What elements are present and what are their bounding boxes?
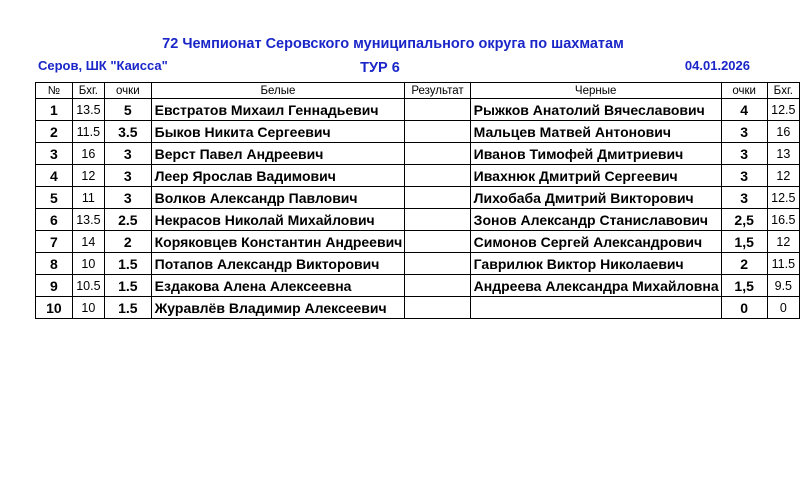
table-row <box>36 253 800 275</box>
white-buchholz: 11.5 <box>72 121 104 143</box>
black-player-name: Мальцев Матвей Антонович <box>470 121 721 143</box>
white-player-name: Верст Павел Андреевич <box>151 143 405 165</box>
white-buchholz: 16 <box>72 143 104 165</box>
white-buchholz: 13.5 <box>72 209 104 231</box>
white-player-name: Волков Александр Павлович <box>151 187 405 209</box>
black-buchholz: 12.5 <box>767 99 799 121</box>
col-header-pts-white: очки <box>105 83 152 99</box>
result-cell[interactable] <box>405 231 470 253</box>
white-points: 2.5 <box>105 209 152 231</box>
result-cell[interactable] <box>405 297 470 319</box>
result-cell[interactable] <box>405 253 470 275</box>
white-points: 1.5 <box>105 297 152 319</box>
black-points: 2,5 <box>721 209 767 231</box>
board-number: 3 <box>36 143 73 165</box>
white-player-name: Леер Ярослав Вадимович <box>151 165 405 187</box>
board-number: 8 <box>36 253 73 275</box>
white-player-name: Евстратов Михаил Геннадьевич <box>151 99 405 121</box>
result-cell[interactable] <box>405 275 470 297</box>
col-header-bh-black: Бхг. <box>767 83 799 99</box>
black-points: 0 <box>721 297 767 319</box>
white-player-name: Ездакова Алена Алексеевна <box>151 275 405 297</box>
black-points: 4 <box>721 99 767 121</box>
white-player-name: Журавлёв Владимир Алексеевич <box>151 297 405 319</box>
black-buchholz: 12.5 <box>767 187 799 209</box>
table-row <box>36 187 800 209</box>
white-player-name: Некрасов Николай Михайлович <box>151 209 405 231</box>
result-cell[interactable] <box>405 121 470 143</box>
white-points: 1.5 <box>105 275 152 297</box>
black-buchholz: 12 <box>767 165 799 187</box>
table-row <box>36 99 800 121</box>
black-buchholz: 11.5 <box>767 253 799 275</box>
white-points: 3 <box>105 143 152 165</box>
black-buchholz: 0 <box>767 297 799 319</box>
black-player-name: Лихобаба Дмитрий Викторович <box>470 187 721 209</box>
board-number: 7 <box>36 231 73 253</box>
white-player-name: Быков Никита Сергеевич <box>151 121 405 143</box>
white-buchholz: 12 <box>72 165 104 187</box>
club-location: Серов, ШК "Каисса" <box>38 58 168 73</box>
board-number: 10 <box>36 297 73 319</box>
white-buchholz: 13.5 <box>72 99 104 121</box>
black-points: 3 <box>721 143 767 165</box>
black-buchholz: 16.5 <box>767 209 799 231</box>
black-player-name: Ивахнюк Дмитрий Сергеевич <box>470 165 721 187</box>
white-points: 3 <box>105 187 152 209</box>
result-cell[interactable] <box>405 165 470 187</box>
white-buchholz: 10 <box>72 253 104 275</box>
board-number: 6 <box>36 209 73 231</box>
white-points: 1.5 <box>105 253 152 275</box>
black-player-name: Рыжков Анатолий Вячеславович <box>470 99 721 121</box>
black-player-name: Иванов Тимофей Дмитриевич <box>470 143 721 165</box>
result-cell[interactable] <box>405 209 470 231</box>
result-cell[interactable] <box>405 99 470 121</box>
white-points: 2 <box>105 231 152 253</box>
table-header-row <box>36 83 800 99</box>
col-header-black: Черные <box>470 83 721 99</box>
black-points: 2 <box>721 253 767 275</box>
board-number: 2 <box>36 121 73 143</box>
black-buchholz: 12 <box>767 231 799 253</box>
board-number: 1 <box>36 99 73 121</box>
black-player-name <box>470 297 721 319</box>
col-header-no: № <box>36 83 73 99</box>
table-row <box>36 143 800 165</box>
black-player-name: Зонов Александр Станиславович <box>470 209 721 231</box>
board-number: 4 <box>36 165 73 187</box>
round-label: ТУР 6 <box>360 60 400 76</box>
table-row <box>36 165 800 187</box>
black-points: 1,5 <box>721 275 767 297</box>
black-points: 1,5 <box>721 231 767 253</box>
white-points: 3 <box>105 165 152 187</box>
table-row <box>36 231 800 253</box>
table-row <box>36 121 800 143</box>
black-player-name: Андреева Александра Михайловна <box>470 275 721 297</box>
white-buchholz: 10 <box>72 297 104 319</box>
white-points: 5 <box>105 99 152 121</box>
black-buchholz: 13 <box>767 143 799 165</box>
table-row <box>36 297 800 319</box>
col-header-bh-white: Бхг. <box>72 83 104 99</box>
page-title: 72 Чемпионат Серовского муниципального округа по шахматам <box>162 36 624 52</box>
table-row <box>36 209 800 231</box>
black-points: 3 <box>721 187 767 209</box>
col-header-white: Белые <box>151 83 405 99</box>
table-row <box>36 275 800 297</box>
white-buchholz: 11 <box>72 187 104 209</box>
event-date: 04.01.2026 <box>684 58 750 73</box>
black-buchholz: 16 <box>767 121 799 143</box>
white-player-name: Потапов Александр Викторович <box>151 253 405 275</box>
white-points: 3.5 <box>105 121 152 143</box>
col-header-result: Результат <box>405 83 470 99</box>
result-cell[interactable] <box>405 143 470 165</box>
black-player-name: Гаврилюк Виктор Николаевич <box>470 253 721 275</box>
board-number: 5 <box>36 187 73 209</box>
result-cell[interactable] <box>405 187 470 209</box>
pairings-body <box>36 99 800 319</box>
black-points: 3 <box>721 121 767 143</box>
col-header-pts-black: очки <box>721 83 767 99</box>
black-player-name: Симонов Сергей Александрович <box>470 231 721 253</box>
white-buchholz: 10.5 <box>72 275 104 297</box>
black-points: 3 <box>721 165 767 187</box>
white-player-name: Коряковцев Константин Андреевич <box>151 231 405 253</box>
pairings-table <box>35 82 800 319</box>
white-buchholz: 14 <box>72 231 104 253</box>
black-buchholz: 9.5 <box>767 275 799 297</box>
board-number: 9 <box>36 275 73 297</box>
